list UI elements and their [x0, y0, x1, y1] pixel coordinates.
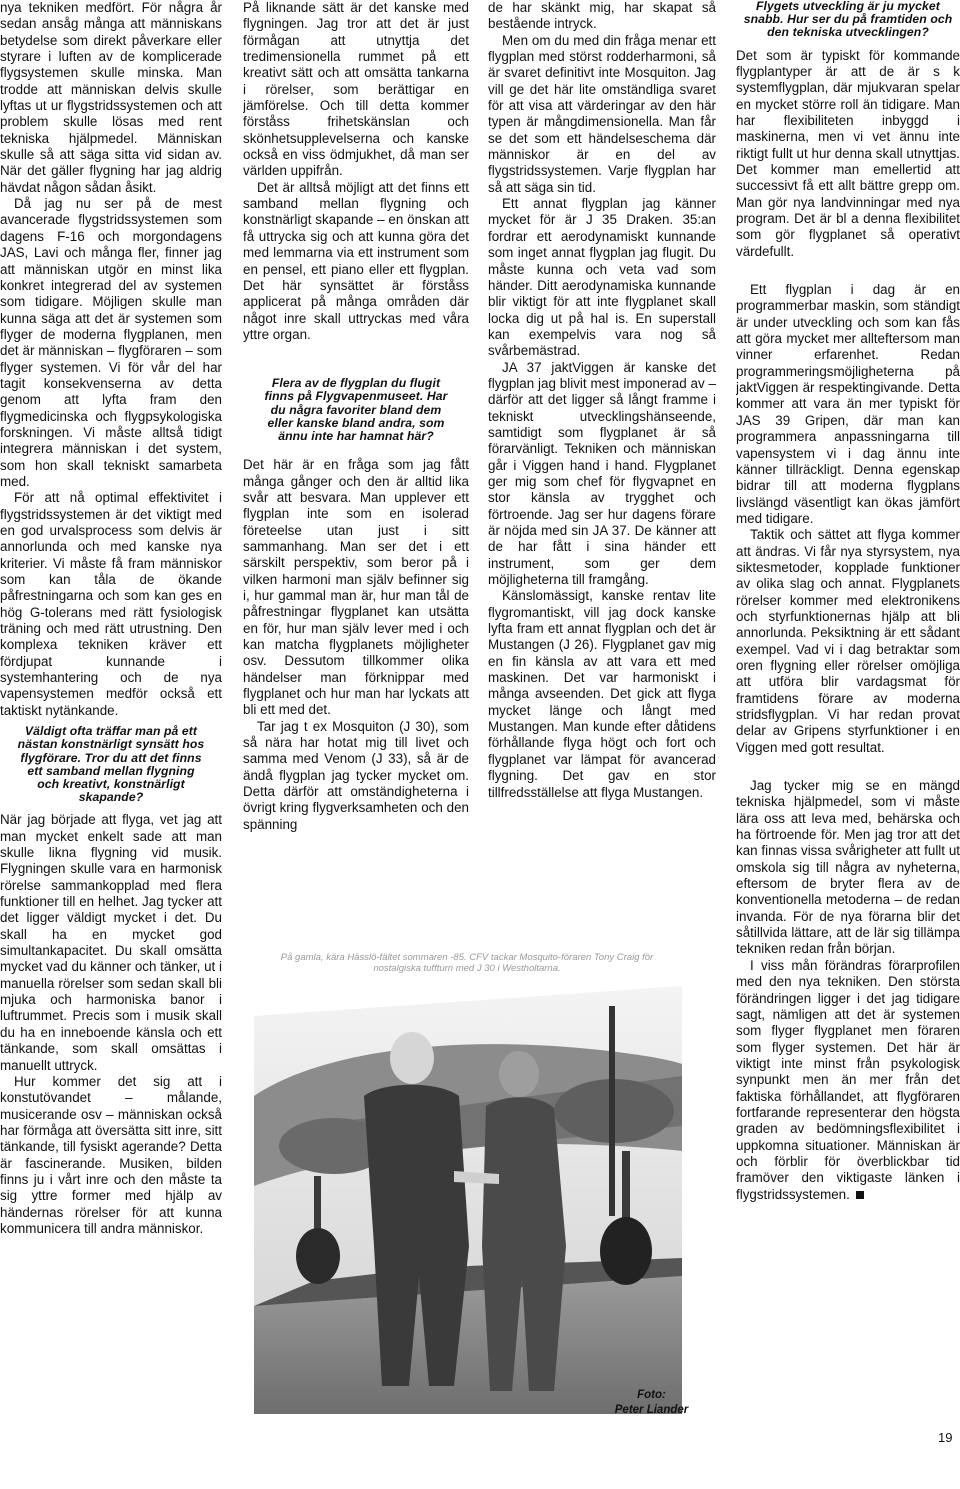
paragraph: Det här är en fråga som jag fått många gånger och den är alltid lika svår att besvara. Man upplever ett flygplan inte som en isolerad företeelse utan just i sitt sammanhang. Man ser det i ett särskilt perspektiv, som beror på i vilken harmoni man själv befinner sig i, hur gammal man är, hur man tål de påfrestningar flygplanet kan utsätta en för, hur man själv lever med i och kan matcha flygplanets möjligheter osv. Dessutom tillkommer olika händelser man förknippar med flygplanet och hur man har lyckats att bli ett med det. [243, 457, 469, 718]
paragraph: När jag började att flyga, vet jag att man mycket enkelt sade att man skulle likna flygning vid musik. Flygningen skulle vara en harmonisk rörelse sammankopplad med flera funktioner till en helhet. Jag tycker att det ligger väldigt mycket i det. Du skall ha en mycket god simultankapacitet. Du skall omsätta mycket vad du känner och tänker, ut i manuella rörelser som sedan skall bli mjuka och harmoniska banor i luftrummet. Precis som i musik skall du ha en inneboende känsla och ett tänkande, som skall omsättas i manuellt uttryck. [0, 812, 222, 1073]
interview-question: Väldigt ofta träffar man på ett nästan konstnärligt synsätt hos flygförare. Tror du att det finns ett samband mellan flygning och kreativt, konstnärligt skapande? [17, 724, 205, 805]
paragraph [736, 958, 960, 1203]
paragraph: Ett annat flygplan jag känner mycket för är J 35 Draken. 35:an fordrar ett aerodynamiskt kunnande som inget annat flygplan jag flugit. Du måste kunna och veta vad som händer. Ditt aerodynamiska kunnande blir viktigt för att inte flygplanet skall locka dig ut på hal is. En superstall kan exempelvis vara nog så svårbemästrad. [488, 196, 716, 359]
photo-caption: På gamla, kära Hässlö-fältet sommaren -85. CFV tackar Mosquito-föraren Tony Craig för nostalgiska tuffturn med J 30 i Westholtarna. [280, 952, 654, 974]
paragraph: Det som är typiskt för kommande flygplantyper är att de är s k systemflygplan, där mjukvaran spelar en mycket större roll än tidigare. Man har flexibiliteten inbyggd i maskinerna, men vi vet ännu inte riktigt fullt ut hur denna skall utnyttjas. Det kommer man emellertid att successivt få ett allt bättre grepp om. Man gör nya landvinningar med nya program. Det är bl a denna flexibilitet som gör flygplanet så operativt värdefullt. [736, 47, 960, 259]
paragraph: Men om du med din fråga menar ett flygplan med störst rodderharmoni, så är svaret definitivt inte Mosquiton. Jag vill ge det här lite omständliga svaret för att visa att värderingar av den här typen är mångdimensionella. Man får se det som ett händelseschema där människor är en del av flygstridssystemen. Varje flygplan har så att säga sin tid. [488, 32, 716, 195]
end-mark [856, 1191, 864, 1199]
interview-question: Flygets utveckling är ju mycket snabb. Hur ser du på framtiden och den tekniska utvecklingen? [743, 0, 953, 40]
paragraph: Det är alltså möjligt att det finns ett samband mellan flygning och konstnärligt skapande – en önskan att få uttrycka sig och att kunna göra det med lemmarna via ett instrument som en pensel, ett piano eller ett flygplan. Det här synsättet är förståss applicerat på många områden där något inre skall uttryckas med våra yttre organ. [243, 179, 469, 342]
paragraph: Hur kommer det sig att i konstutövandet – målande, musicerande osv – människan också har förmåga att översätta sitt inre, sitt tänkande, till fysiskt agerande? Detta är fascinerande. Musiken, bilden finns ju i vårt inre och den måste ta sig yttre former med hjälp av händernas rörelser för att kunna kommunicera till andra människor. [0, 1073, 222, 1236]
paragraph-text: I viss mån förändras förarprofilen med den nya tekniken. Den största förändringen ligger i det jag tidigare sagt, nämligen att det är systemen som flyger flygplanet men föraren som flyger systemen. Det här är viktigt inte minst från psykologisk synpunkt men än mer från det faktiska förhållandet, att flygföraren fortfarande representerar den högsta graden av bedömningsflexibilitet i uppkomna situationer. Människan är och förblir för överblickbar tid framöver den viktigaste länken i flygstridssystemen. [736, 957, 960, 1202]
photo-credit-label: Foto: [637, 1389, 666, 1401]
page-number: 19 [938, 1430, 953, 1445]
article-column-4 [736, 0, 960, 1203]
interview-question: Flera av de flygplan du flugit finns på Flygvapenmuseet. Har du några favoriter bland dem eller kanske bland andra, som ännu inte har hamnat här? [264, 376, 448, 444]
article-column-3 [488, 0, 716, 801]
paragraph: nya tekniken medfört. För några år sedan ansåg många att människans betydelse som direkt påverkare eller styrare i luften av de komplicerade flygsystemen skulle minska. Man trodde att människan delvis skulle lyftas ut ur flygstridssystemen och att problem skulle lösas med rent tekniska hjälpmedel. Människan skulle så att säga sitta vid sidan av. När det gäller flygning har jag aldrig hävdat någon sådan åsikt. [0, 0, 222, 195]
paragraph: Ett flygplan i dag är en programmerbar maskin, som ständigt är under utveckling och som kan fås att göra mycket mer allteftersom man vinner erfarenhet. Redan programmeringsmöjligheterna på jaktViggen är respektingivande. Detta kommer att vara än mer typiskt för JAS 39 Gripen, där man kan programmera anpassningarna till vapensystem vi i dag ännu inte känner tillräckligt. Denna egenskap bidrar till att moderna flygplans livslängd väsentligt kan ökas jämfört med tidigare. [736, 282, 960, 526]
paragraph: På liknande sätt är det kanske med flygningen. Jag tror att det är just förmågan att utnyttja det tredimensionella rummet på ett kreativt sätt och att omsätta tankarna i rörelser, som berättigar en jämförelse. Och till detta kommer förståss frihetskänslan och skönhetsupplevelserna och kanske också en viss ödmjukhet, då man ser världen uppifrån. [243, 0, 469, 179]
photo-credit [604, 1388, 699, 1418]
article-column-1 [0, 0, 222, 1237]
paragraph: Taktik och sättet att flyga kommer att ändras. Vi får nya styrsystem, nya siktesmetoder, kopplade funktioner av olika slag och annat. Flygplanets rörelser kommer med elektronikens och styrfunktionernas hjälp att bli annorlunda. Peksiktning är ett sådant exempel. Vad vi i dag betraktar som oren flygning eller rörelser omöjliga att utföra blir vardagsmat för framtidens förare av moderna stridsflygplan. Vi har redan provat delar av Gripens styrfunktioner i en Viggen med gott resultat. [736, 527, 960, 755]
photo-credit-name: Peter Liander [614, 1404, 689, 1416]
paragraph: Tar jag t ex Mosquiton (J 30), som så nära har hotat mig till livet och samma med Venom (J 33), så är de ändå flygplan jag tycker mycket om. Detta därför att omständigheterna i övrigt kring flygverksamheten och den spänning [243, 718, 469, 832]
paragraph: Då jag nu ser på de mest avancerade flygstridssystemen som dagens F-16 och morgondagens JAS, Lavi och många fler, finner jag att människan utgör en minst lika konkret integrerad del av systemen som tidigare. Möjligen skulle man kunna säga att det är systemen som flyger de moderna flygplanen, men det är människan – flygföraren – som flyger systemen. Vi för vår del har tagit konsekvenserna av detta genom att lyfta fram den flygmedicinska och flygpsykologiska forskningen. Vi måste alltså tidigt integrera människan i det system, som hon skall tekniskt samarbeta med. [0, 196, 222, 489]
paragraph: Jag tycker mig se en mängd tekniska hjälpmedel, som vi måste lära oss att leva med, behärska och ha förtroende för. Men jag tror att det kan finnas vissa svårigheter att fullt ut omskola sig till några av nyheterna, eftersom de bryter flera av de konventionella metoderna – de redan invanda. För de nya förarna blir det såtillvida lättare, att de lär sig tillämpa tekniken redan från början. [736, 778, 960, 957]
paragraph: För att nå optimal effektivitet i flygstridssystemen är det viktigt med en god urvalsprocess som delvis är annorlunda och med kanske nya kriterier. Vi måste få fram människor som kan tåla de ökande påfrestningarna och som kan ges en hög G-tolerans med rätt fysiologisk träning och med rätt utrustning. Den komplexa tekniken kräver ett fördjupat kunnande i systemhantering och de nya vapensystemen medför också ett taktiskt nytänkande. [0, 490, 222, 718]
paragraph: JA 37 jaktViggen är kanske det flygplan jag blivit mest imponerad av – därför att det ligger så långt framme i tekniskt utvecklingshänseende, samtidigt som flygplanet är så förarvänligt. Tekniken och människan går i Viggen hand i hand. Flygplanet ger mig som chef för flygvapnet en stor känsla av trygghet och förtroende. Jag ser hur dagens förare är nöjda med sin JA 37. De känner att de har fått i sina händer ett instrument, som ger dem möjligheterna till framgång. [488, 359, 716, 588]
paragraph: Känslomässigt, kanske rentav lite flygromantiskt, vill jag dock kanske lyfta fram ett annat flygplan och det är Mustangen (J 26). Flygplanet gav mig en fin känsla av att vara ett med maskinen. Det var harmoniskt i många avseenden. Det gick att flyga mycket länge och långt med Mustangen. Man kunde efter dåtidens förhållande flyga högt och fort och flygplanet var lämpat för avancerad flygning. Det gav en stor tillfredsställelse att flyga Mustangen. [488, 588, 716, 800]
article-column-2 [243, 0, 469, 833]
paragraph: de har skänkt mig, har skapat så bestående intryck. [488, 0, 716, 32]
photo-handshake [254, 946, 682, 1414]
